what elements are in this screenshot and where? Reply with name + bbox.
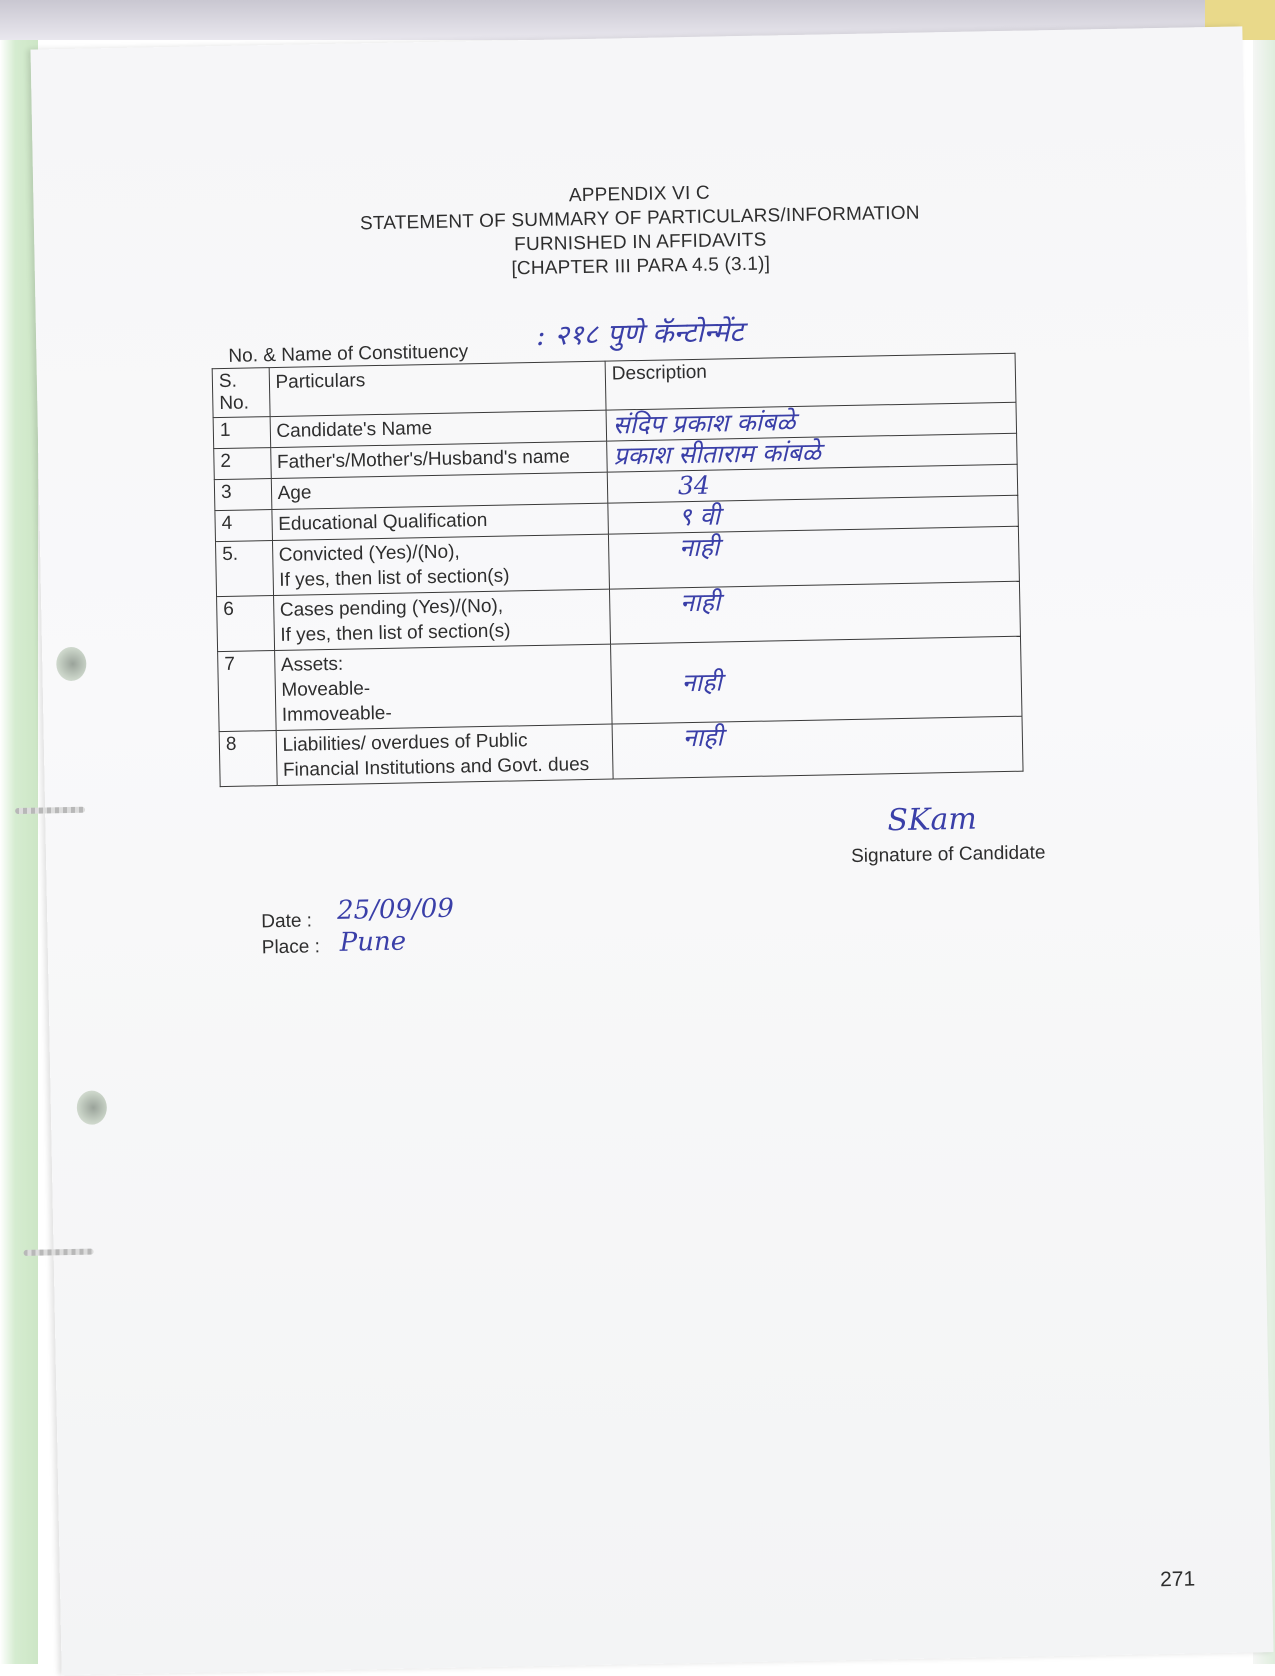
- particulars-table: [212, 353, 1024, 787]
- place-label: Place :: [261, 936, 321, 959]
- row-description: नाही: [609, 581, 1020, 644]
- particular-line: Convicted (Yes)/(No),: [278, 541, 460, 566]
- header-description: Description: [605, 353, 1016, 410]
- binder-string: [24, 1249, 94, 1256]
- appendix-title: APPENDIX VI C: [568, 182, 711, 207]
- particular-line: Cases pending (Yes)/(No),: [279, 595, 504, 621]
- row-sno: 2: [214, 448, 271, 480]
- row-sno: 7: [218, 651, 276, 732]
- document-page: [31, 26, 1274, 1675]
- binder-string: [15, 807, 85, 814]
- row-description: संदिप प्रकाश कांबळे: [606, 402, 1017, 441]
- constituency-label: No. & Name of Constituency: [228, 341, 469, 367]
- row-description: नाही: [611, 636, 1022, 724]
- row-particular: Educational Qualification: [271, 503, 608, 540]
- row-particular: Father's/Mother's/Husband's name: [270, 441, 607, 478]
- row-sno: 8: [219, 731, 277, 787]
- particular-line: Moveable-: [281, 678, 371, 701]
- row-particular: Candidate's Name: [270, 410, 607, 447]
- row-description: ९ वी: [608, 495, 1019, 534]
- punch-hole: [56, 647, 87, 682]
- row-sno: 3: [214, 479, 271, 511]
- row-sno: 4: [215, 510, 272, 542]
- row-particular: Liabilities/ overdues of Public Financial Institutions and Govt. dues: [276, 724, 613, 785]
- place-value: Pune: [339, 926, 407, 958]
- particular-line: If yes, then list of section(s): [279, 565, 510, 591]
- date-label: Date :: [261, 910, 313, 933]
- signature-label: Signature of Candidate: [850, 842, 1046, 868]
- row-description: 34: [607, 464, 1018, 503]
- header-sno: S. No.: [212, 368, 269, 418]
- binder-edge-left: [0, 40, 38, 1664]
- row-sno: 5.: [215, 541, 273, 597]
- page-number: 271: [1159, 1567, 1196, 1592]
- chapter-reference: [CHAPTER III PARA 4.5 (3.1)]: [511, 253, 771, 280]
- date-value: 25/09/09: [336, 893, 455, 926]
- row-description: नाही: [608, 526, 1019, 589]
- row-particular: [273, 589, 610, 650]
- punch-hole: [77, 1090, 108, 1125]
- row-particular: Age: [271, 472, 608, 509]
- statement-subtitle: FURNISHED IN AFFIDAVITS: [513, 229, 767, 256]
- constituency-value: : २१८ पुणे कॅन्टोन्मेंट: [535, 314, 744, 352]
- candidate-signature: SKam: [887, 801, 978, 839]
- row-description: नाही: [612, 716, 1023, 779]
- statement-title: STATEMENT OF SUMMARY OF PARTICULARS/INFORMATION: [359, 202, 920, 235]
- row-sno: 1: [213, 417, 270, 449]
- header-particulars: Particulars: [269, 361, 606, 416]
- particular-line: Assets:: [280, 653, 344, 676]
- table-row: [218, 636, 1022, 731]
- particular-line: If yes, then list of section(s): [280, 620, 511, 646]
- row-particular: [274, 644, 612, 730]
- row-particular: [272, 534, 609, 595]
- particular-line: Immoveable-: [281, 702, 392, 726]
- row-description: प्रकाश सीताराम कांबळे: [607, 433, 1018, 472]
- row-sno: 6: [217, 596, 275, 652]
